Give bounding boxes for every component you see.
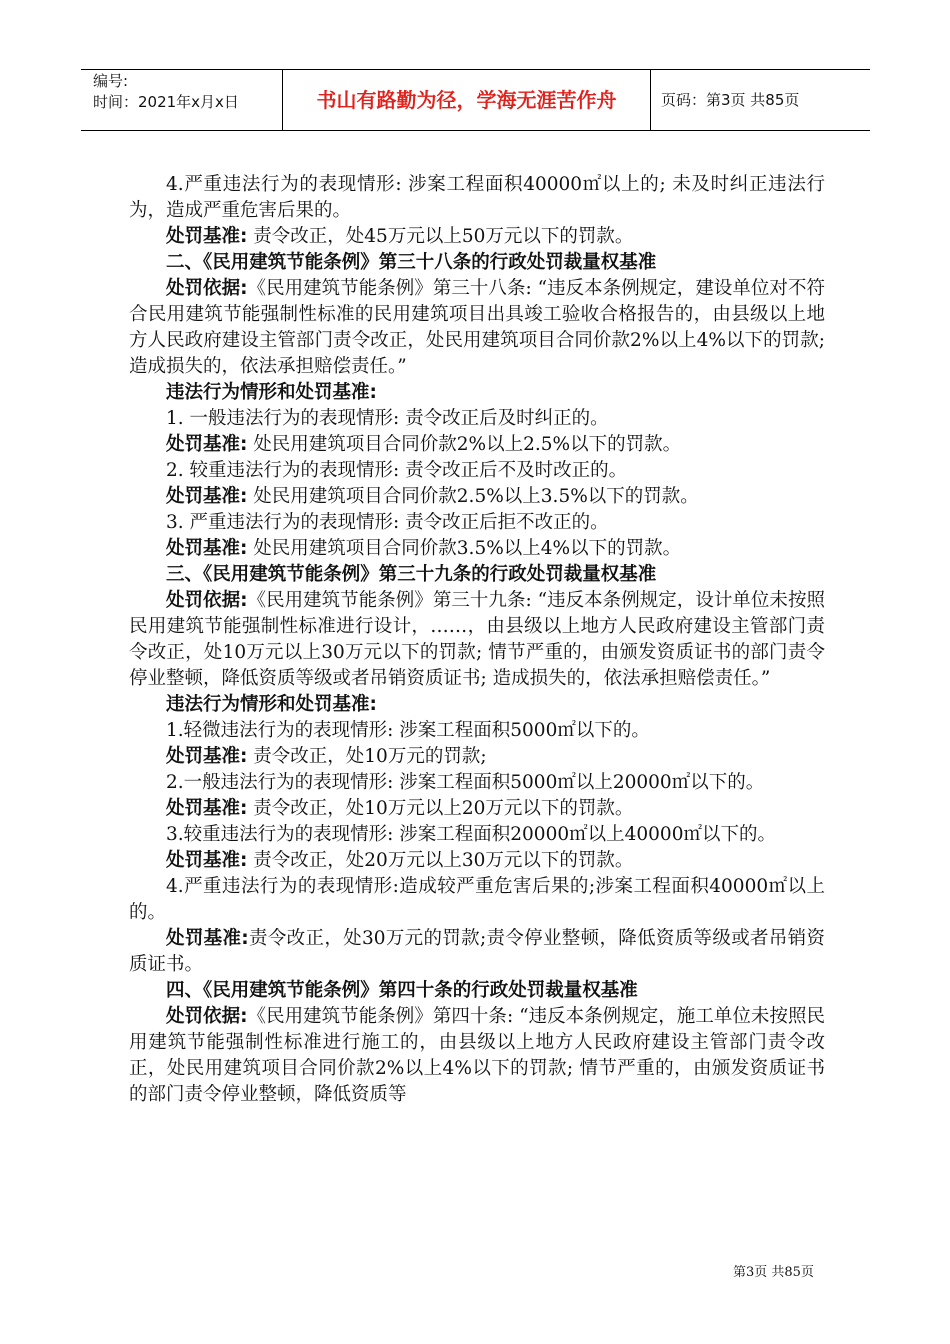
paragraph <box>129 224 825 250</box>
paragraph <box>129 588 825 692</box>
basis-label: 处罚依据: <box>166 1006 248 1027</box>
paragraph-text: 《民用建筑节能条例》第三十八条: “违反本条例规定，建设单位对不符合民用建筑节能强制性标准的民用建筑项目出具竣工验收合格报告的，由县级以上地方人民政府建设主管部门责令改正，处民用建筑项目合同价款2%以上4%以下的罚款; 造成损失的，依法承担赔偿责任。” <box>129 278 825 377</box>
paragraph-text: 责令改正，处30万元的罚款;责令停业整顿，降低资质等级或者吊销资质证书。 <box>129 928 825 975</box>
paragraph: 4.严重违法行为的表现情形:造成较严重危害后果的;涉案工程面积40000㎡以上的。 <box>129 876 825 923</box>
penalty-label: 处罚基准: <box>166 746 248 767</box>
paragraph-text: 处民用建筑项目合同价款2.5%以上3.5%以下的罚款。 <box>247 486 699 507</box>
basis-label: 处罚依据: <box>166 590 248 611</box>
penalty-label: 处罚基准: <box>166 850 248 871</box>
paragraph: 2. 较重违法行为的表现情形: 责令改正后不及时改正的。 <box>166 460 628 481</box>
header-motto: 书山有路勤为径，学海无涯苦作舟 <box>316 88 617 112</box>
penalty-label: 处罚基准: <box>166 928 249 949</box>
paragraph-text: 《民用建筑节能条例》第三十九条: “违反本条例规定，设计单位未按照民用建筑节能强制性标准进行设计，……，由县级以上地方人民政府建设主管部门责令改正，处10万元以上30万元以下的罚款; 情节严重的，由颁发资质证书的部门责令停业整顿，降低资质等级或者吊销资质证书; 造成损失的，依法承担赔偿责任。” <box>129 590 825 689</box>
penalty-label: 处罚基准: <box>166 486 248 507</box>
basis-label: 处罚依据: <box>166 278 248 299</box>
paragraph-text: 责令改正，处20万元以上30万元以下的罚款。 <box>247 850 634 871</box>
paragraph-text: 《民用建筑节能条例》第四十条: “违反本条例规定，施工单位未按照民用建筑节能强制性标准进行施工的，由县级以上地方人民政府建设主管部门责令改正，处民用建筑项目合同价款2%以上4%以下的罚款; 情节严重的，由颁发资质证书的部门责令停业整顿，降低资质等 <box>129 1006 825 1105</box>
subsection-heading: 违法行为情形和处罚基准: <box>166 382 377 403</box>
paragraph <box>129 536 825 562</box>
footer-page-number: 第3页 共85页 <box>733 1265 814 1280</box>
document-body <box>129 172 825 1108</box>
paragraph-text: 责令改正，处10万元的罚款; <box>247 746 487 767</box>
paragraph <box>129 848 825 874</box>
paragraph: 2.一般违法行为的表现情形: 涉案工程面积5000㎡以上20000㎡以下的。 <box>166 772 765 793</box>
header-meta-cell <box>81 70 283 130</box>
paragraph <box>129 926 825 978</box>
document-number-label: 编号: <box>93 72 129 90</box>
paragraph: 3.较重违法行为的表现情形: 涉案工程面积20000㎡以上40000㎡以下的。 <box>166 824 776 845</box>
paragraph <box>129 484 825 510</box>
paragraph: 1.轻微违法行为的表现情形: 涉案工程面积5000㎡以下的。 <box>166 720 650 741</box>
section-heading: 四、《民用建筑节能条例》第四十条的行政处罚裁量权基准 <box>166 980 638 1001</box>
paragraph <box>129 1004 825 1108</box>
header-page-cell <box>651 70 870 130</box>
penalty-label: 处罚基准: <box>166 798 248 819</box>
paragraph-text: 责令改正，处10万元以上20万元以下的罚款。 <box>247 798 634 819</box>
paragraph <box>129 796 825 822</box>
paragraph-text: 处民用建筑项目合同价款2%以上2.5%以下的罚款。 <box>247 434 682 455</box>
penalty-label: 处罚基准: <box>166 226 248 247</box>
header-page-number: 页码：第3页 共85页 <box>661 91 800 109</box>
penalty-label: 处罚基准: <box>166 434 248 455</box>
subsection-heading: 违法行为情形和处罚基准: <box>166 694 377 715</box>
document-date: 时间：2021年x月x日 <box>93 93 239 111</box>
penalty-label: 处罚基准: <box>166 538 248 559</box>
section-heading: 三、《民用建筑节能条例》第三十九条的行政处罚裁量权基准 <box>166 564 657 585</box>
paragraph: 4.严重违法行为的表现情形: 涉案工程面积40000㎡以上的; 未及时纠正违法行为，造成严重危害后果的。 <box>129 174 825 221</box>
paragraph-text: 责令改正，处45万元以上50万元以下的罚款。 <box>247 226 634 247</box>
paragraph-text: 处民用建筑项目合同价款3.5%以上4%以下的罚款。 <box>247 538 682 559</box>
paragraph <box>129 432 825 458</box>
paragraph: 3. 严重违法行为的表现情形: 责令改正后拒不改正的。 <box>166 512 609 533</box>
page-header <box>81 69 870 131</box>
paragraph <box>129 276 825 380</box>
header-motto-cell <box>283 70 651 130</box>
paragraph <box>129 744 825 770</box>
section-heading: 二、《民用建筑节能条例》第三十八条的行政处罚裁量权基准 <box>166 252 657 273</box>
paragraph: 1. 一般违法行为的表现情形: 责令改正后及时纠正的。 <box>166 408 609 429</box>
